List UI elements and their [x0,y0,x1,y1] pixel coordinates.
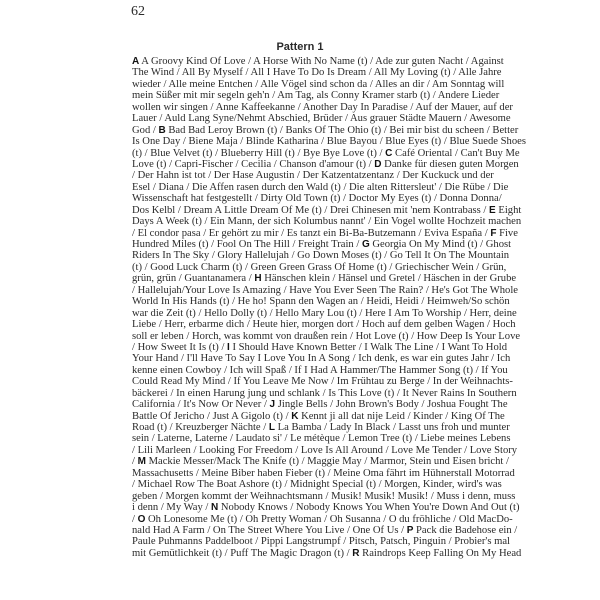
song-titles: / [132,456,138,468]
text-line [132,261,507,273]
song-titles: i denn / My Way / [132,502,211,514]
song-titles: Liebe / Herr, erbarme dich / Heute hier, morgen dort / Hoch auf dem gelben Wagen / Hoch [132,319,516,331]
text-line [132,502,520,514]
song-titles: / Der Hahn ist tot / Der Hase Augustin / Der Katzentatzentanz / Der Kuckuck und der [132,170,494,182]
song-titles: Paule Puhmanns Paddelboot / Pippi Langstrumpf / Pitsch, Patsch, Pinguin / Probier's mal [132,536,510,548]
text-line [132,456,509,468]
song-titles: Oh Lonesome Me (t) / Oh Pretty Woman / Oh Susanna / O du fröhliche / Old MacDo- [145,513,513,525]
song-titles: / El condor pasa / Er gehört zu mir / Es tanzt ein Bi-Ba-Butzemann / Eviva España / [132,227,491,239]
index-letter: I [227,341,230,353]
song-titles: Is One Day / Biene Maja / Blinde Katharina / Blue Bayou / Blue Eyes (t) / Blue Suede Shoes [132,136,526,148]
index-letter: N [211,502,219,514]
index-letter: E [489,204,496,216]
song-titles: bäckerei / In einen Harung jung und schlank / Is This Love (t) / It Never Rains In Southern [132,387,517,399]
song-titles: war die Zeit (t) / Hello Dolly (t) / Hello Mary Lou (t) / Here I Am To Worship / Herr, deine [132,307,517,319]
text-line [132,513,513,525]
song-titles: Battle Of Jericho / Just A Gigolo (t) / [132,410,292,422]
song-titles: Nobody Knows / Nobody Knows You When You're Down And Out (t) [218,502,520,514]
song-titles: nald Had A Farm / On The Street Where You Live / One Of Us / [132,524,407,536]
index-letter: R [352,547,360,559]
song-titles: California / It's Now Or Never / [132,399,270,411]
text-line [132,547,522,559]
text-line [132,250,510,262]
song-titles: Dos Kelbl / Dream A Little Dream Of Me (t) / Drei Chinesen mit 'nem Kontrabass / [132,204,490,216]
song-titles: Bad Bad Leroy Brown (t) / Banks Of The Ohio (t) / Bei mir bist du scheen / Better [165,124,519,136]
index-letter: O [137,513,146,525]
song-titles: Could Read My Mind / If You Leave Me Now / Im Frühtau zu Berge / In der Weihnachts- [132,376,513,388]
song-titles: wollen wir singen / Anne Kaffeekanne / Another Day In Paradise / Auf der Mauer, auf der [132,101,513,113]
song-titles: Wissenschaft hat festgestellt / Dirty Old Town (t) / Doctor My Eyes (t) / Donna Donna/ [132,193,502,205]
song-titles: Road (t) / Kreuzberger Nächte / [132,422,269,433]
text-line [132,399,508,411]
index-letter: D [374,158,382,170]
song-titles: / Lili Marleen / Looking For Freedom / Love Is All Around / Love Me Tender / Love Story [132,444,518,456]
text-line [132,296,510,308]
index-letter: G [361,239,370,250]
song-titles: I Should Have Known Better / I Walk The Line / I Want To Hold [229,341,507,353]
text-line [132,376,513,388]
song-titles: World In His Hands (t) / He ho! Spann den Wagen an / Heidi, Heidi / Heimweh/So schön [132,296,510,308]
index-letter: K [291,410,299,422]
song-titles: Raindrops Keep Falling On My Head [359,547,522,559]
song-titles: God / [132,124,159,136]
text-line [132,181,509,193]
song-titles: mit Gemütlichkeit (t) / Puff The Magic Dragon (t) / [132,547,353,559]
text-line [132,284,518,296]
text-line [132,479,502,491]
text-line [132,216,522,228]
song-titles: Kennt ji all dat nije Leid / Kinder / King Of The [298,410,505,422]
text-line [132,341,507,353]
song-titles: Pack die Badehose ein / [413,524,518,536]
song-titles: mein Süßer mit mir segeln geh'n / Am Tag, als Conny Kramer starb (t) / Andere Lieder [132,90,500,102]
song-titles: (t) / Blue Velvet (t) / Blueberry Hill (t) / Bye Bye Love (t) / [132,147,386,159]
song-titles: soll er leben / Horch, was kommt von draußen rein / Hot Love (t) / How Deep Is Your Love [132,330,521,342]
text-line [132,193,502,205]
song-titles: Riders In The Sky / Glory Hallelujah / Go Down Moses (t) / Go Tell It On The Mountain [132,250,510,262]
index-letter: P [406,524,414,536]
song-titles: The Wind / All By Myself / All I Have To Do Is Dream / All My Loving (t) / Alle Jahre [132,67,502,79]
text-line [132,353,511,365]
text-line [132,158,519,170]
song-list [132,56,526,559]
text-line [132,90,500,102]
text-line [132,307,517,319]
song-titles: / Hallelujah/Your Love Is Amazing / Have You Ever Seen The Rain? / He's Got The Whole [132,284,518,296]
text-line [132,136,526,148]
text-line [132,319,516,331]
text-line [132,536,510,548]
text-line [132,147,520,159]
song-titles: Esel / Diana / Die Affen rasen durch den Wald (t) / Die alten Rittersleut' / Die Rübe / Die [132,181,509,193]
text-line [132,433,511,445]
text-line [132,444,518,456]
text-line [132,422,510,433]
index-letter: B [158,124,166,136]
text-line [132,78,505,90]
text-line [132,387,517,399]
text-line [132,227,518,239]
text-line [132,56,504,67]
song-titles: Five [496,227,518,239]
text-line [132,467,515,479]
song-titles: (t) / Good Luck Charm (t) / Green Green Grass Of Home (t) / Griechischer Wein / Grün, [132,261,507,273]
song-titles: Lauer / Auld Lang Syne/Nehmt Abschied, Brüder / Aus grauer Städte Mauern / Awesome [132,113,511,125]
song-titles: Eight [495,204,522,216]
song-titles: sein / Laterne, Laterne / Laudato si' / Le métèque / Lemon Tree (t) / Liebe meines Lebens [132,433,511,445]
text-line [132,170,494,182]
song-titles: / Michael Row The Boat Ashore (t) / Midnight Special (t) / Morgen, Kinder, wird's was [132,479,502,491]
index-letter: A [132,56,140,67]
text-line [132,330,521,342]
index-letter: J [269,399,276,411]
index-letter: H [254,273,262,285]
song-titles: kenne einen Cowboy / Ich will Spaß / If I Had A Hammer/The Hammer Song (t) / If You [132,364,508,376]
text-line [132,113,511,125]
song-titles: Days A Week (t) / Ein Mann, der sich Kolumbus nannt' / Ein Vogel wollte Hochzeit machen [132,216,522,228]
text-line [132,67,502,79]
song-titles: Your Hand / I'll Have To Say I Love You In A Song / Ich denk, es war ein gutes Jahr / Ich [132,353,511,365]
text-line [132,364,508,376]
song-titles: / [132,513,138,525]
song-titles: Mackie Messer/Mack The Knife (t) / Maggie May / Marmor, Stein und Eisen bricht / [145,456,509,468]
index-letter: M [137,456,146,468]
song-titles: Massachusetts / Meine Biber haben Fieber (t) / Meine Oma fährt im Hühnerstall Motorrad [132,467,515,479]
text-line [132,490,516,502]
text-line [132,239,512,250]
song-titles: La Bamba / Lady In Black / Lasst uns froh und munter [275,422,510,433]
song-titles: Love (t) / Capri-Fischer / Cecilia / Chanson d'amour (t) / [132,158,375,170]
song-titles: / How Sweet It Is (t) / [132,341,228,353]
song-titles: wieder / Alle meine Entchen / Alle Vögel sind schon da / Alles an dir / Am Sonntag will [132,78,505,90]
song-titles: Café Oriental / Can't Buy Me [392,147,520,159]
song-titles: Hundred Miles (t) / Fool On The Hill / Freight Train / [132,239,362,250]
song-titles: Jingle Bells / John Brown's Body / Joshua Fought The [275,399,508,411]
song-titles: geben / Morgen kommt der Weihnachtsmann / Musik! Musik! Musik! / Muss i denn, muss [132,490,516,502]
song-titles: Georgia On My Mind (t) / Ghost [369,239,512,250]
text-line [132,124,519,136]
section-title: Pattern 1 [276,41,324,53]
song-titles: Danke für diesen guten Morgen [381,158,519,170]
index-letter: L [268,422,275,433]
text-line [132,524,518,536]
song-titles: A Groovy Kind Of Love / A Horse With No Name (t) / Ade zur guten Nacht / Against [139,56,504,67]
song-titles: Hänschen klein / Hänsel und Gretel / Häschen in der Grube [261,273,517,285]
page-number: 62 [131,4,145,19]
text-line [132,204,522,216]
index-letter: C [385,147,393,159]
text-line [132,101,513,113]
index-letter: F [490,227,497,239]
text-line [132,273,517,285]
song-titles: grün, grün / Guantanamera / [132,273,255,285]
text-line [132,410,505,422]
